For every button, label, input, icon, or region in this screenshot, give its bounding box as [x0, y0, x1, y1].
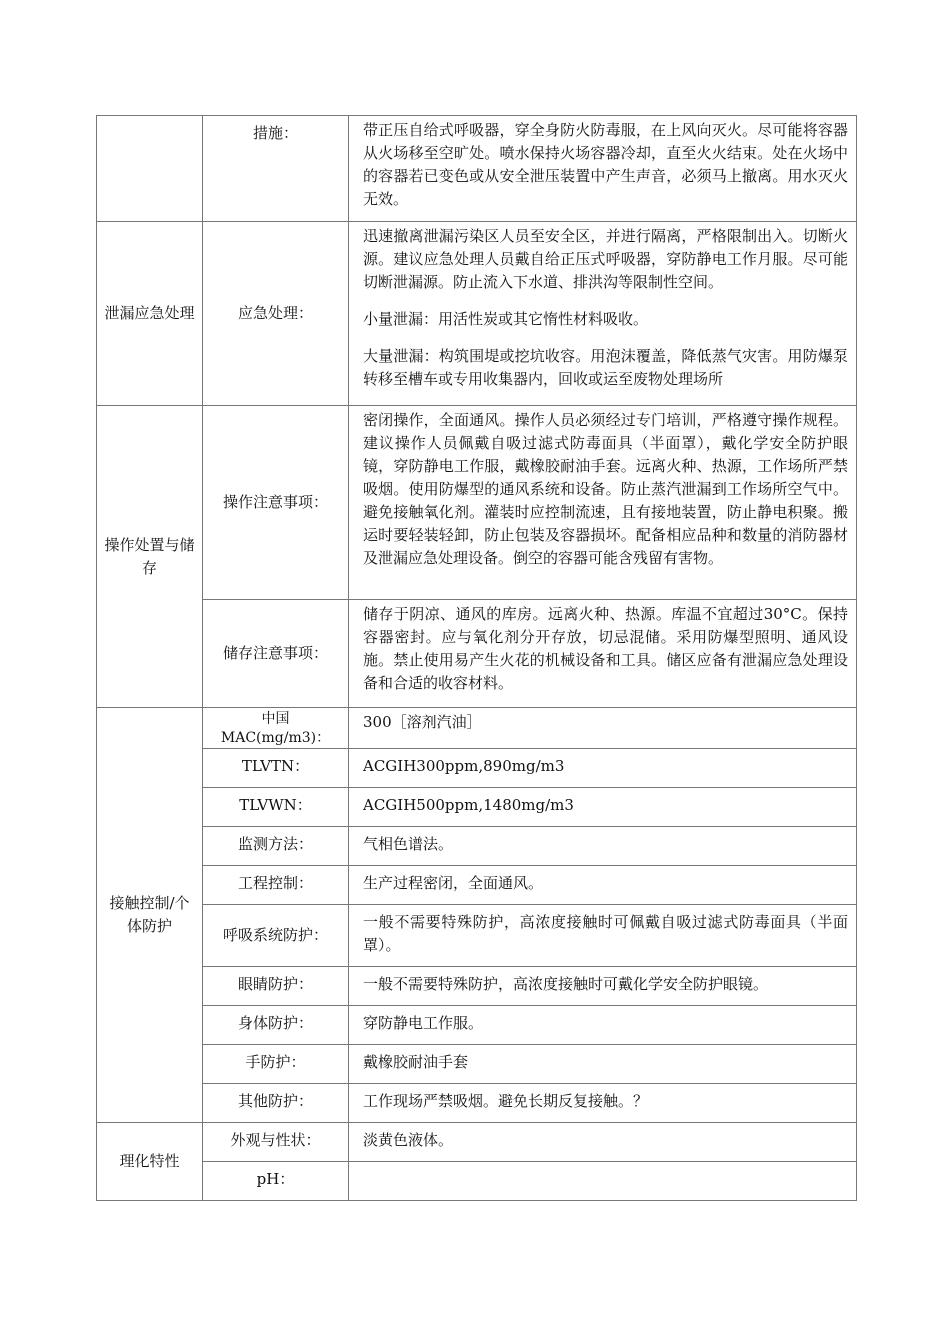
- physchem-section-title: 理化特性: [97, 1123, 203, 1201]
- exposure-label: TLVTN：: [241, 757, 310, 775]
- leak-para-2: 小量泄漏：用活性炭或其它惰性材料吸收。: [363, 310, 649, 328]
- exposure-label: 中国MAC(mg/m3)：: [220, 711, 331, 746]
- exposure-row: [97, 708, 857, 749]
- leak-label: 应急处理：: [237, 304, 313, 322]
- exposure-value: ACGIH500ppm,1480mg/m3: [363, 796, 574, 814]
- exposure-row: [97, 1045, 857, 1084]
- exposure-value: 生产过程密闭，全面通风。: [363, 874, 544, 892]
- exposure-value: 一般不需要特殊防护，高浓度接触时可戴化学安全防护眼镜。: [363, 975, 769, 993]
- fire-section-cell: [97, 116, 203, 222]
- msds-table: [96, 115, 857, 1201]
- exposure-value: 戴橡胶耐油手套: [363, 1053, 469, 1071]
- handling-section-title: 操作处置与储存: [97, 406, 203, 708]
- physchem-row: [97, 1123, 857, 1162]
- handling-op-label: 操作注意事项：: [222, 493, 328, 511]
- fire-measures-row: [97, 116, 857, 222]
- exposure-value: 穿防静电工作服。: [363, 1014, 484, 1032]
- leak-section-title: 泄漏应急处理: [97, 222, 203, 406]
- exposure-label: 手防护：: [245, 1053, 306, 1071]
- exposure-row: [97, 905, 857, 967]
- exposure-label: 呼吸系统防护：: [222, 926, 328, 944]
- handling-storage-row: [97, 600, 857, 708]
- exposure-label: 身体防护：: [237, 1014, 313, 1032]
- exposure-row: [97, 788, 857, 827]
- handling-op-row: [97, 406, 857, 600]
- physchem-row: [97, 1162, 857, 1201]
- handling-op-text: 密闭操作，全面通风。操作人员必须经过专门培训，严格遵守操作规程。建议操作人员佩戴自吸过滤式防毒面具（半面罩），戴化学安全防护眼镜，穿防静电工作服，戴橡胶耐油手套。远离火种、热源，工作场所严禁吸烟。使用防爆型的通风系统和设备。防止蒸汽泄漏到工作场所空气中。避免接触氧化剂。灌装时应控制流速，且有接地装置，防止静电积聚。搬运时要轻装轻卸，防止包装及容器损坏。配备相应品种和数量的消防器材及泄漏应急处理设备。倒空的容器可能含残留有害物。: [363, 411, 848, 567]
- exposure-section-title: 接触控制/个体防护: [97, 708, 203, 1123]
- leak-text: [349, 222, 856, 403]
- leak-row: [97, 222, 857, 406]
- exposure-value: 工作现场严禁吸烟。避免长期反复接触。？: [363, 1092, 649, 1110]
- leak-para-3: 大量泄漏：构筑围堤或挖坑收容。用泡沫覆盖，降低蒸气灾害。用防爆泵转移至槽车或专用收集器内，回收或运至废物处理场所: [363, 347, 848, 388]
- exposure-label: TLVWN：: [239, 796, 312, 814]
- exposure-value: 气相色谱法。: [363, 835, 454, 853]
- exposure-value: 一般不需要特殊防护，高浓度接触时可佩戴自吸过滤式防毒面具（半面罩）。: [363, 913, 848, 954]
- fire-measures-text: 带正压自给式呼吸器，穿全身防火防毒服，在上风向灭火。尽可能将容器从火场移至空旷处。喷水保持火场容器冷却，直至火火结束。处在火场中的容器若已变色或从安全泄压装置中产生声音，必须马上撤离。用水灭火无效。: [363, 121, 848, 208]
- fire-measures-label: 措施：: [252, 124, 298, 142]
- physchem-value: 淡黄色液体。: [363, 1131, 454, 1149]
- exposure-label: 工程控制：: [237, 874, 313, 892]
- exposure-value: ACGIH300ppm,890mg/m3: [363, 757, 565, 775]
- physchem-label: 外观与性状：: [230, 1131, 321, 1149]
- exposure-row: [97, 749, 857, 788]
- handling-storage-text: 储存于阴凉、通风的库房。远离火种、热源。库温不宜超过30°C。保持容器密封。应与氧化剂分开存放，切忌混储。采用防爆型照明、通风设施。禁止使用易产生火花的机械设备和工具。储区应备有泄漏应急处理设备和合适的收容材料。: [363, 605, 848, 692]
- exposure-label: 眼睛防护：: [237, 975, 313, 993]
- exposure-row: [97, 827, 857, 866]
- exposure-row: [97, 967, 857, 1006]
- exposure-label: 监测方法：: [237, 835, 313, 853]
- handling-storage-label: 储存注意事项：: [222, 644, 328, 662]
- exposure-row: [97, 1006, 857, 1045]
- exposure-label: 其他防护：: [237, 1092, 313, 1110]
- physchem-label: pH：: [256, 1170, 295, 1188]
- msds-table-page: [96, 115, 856, 1201]
- exposure-row: [97, 1084, 857, 1123]
- leak-para-1: 迅速撤离泄漏污染区人员至安全区，并进行隔离，严格限制出入。切断火源。建议应急处理人员戴自给正压式呼吸器，穿防静电工作月服。尽可能切断泄漏源。防止流入下水道、排洪沟等限制性空间。: [363, 227, 848, 291]
- exposure-value: 300［溶剂汽油］: [363, 713, 482, 731]
- exposure-row: [97, 866, 857, 905]
- physchem-value: [349, 1162, 856, 1165]
